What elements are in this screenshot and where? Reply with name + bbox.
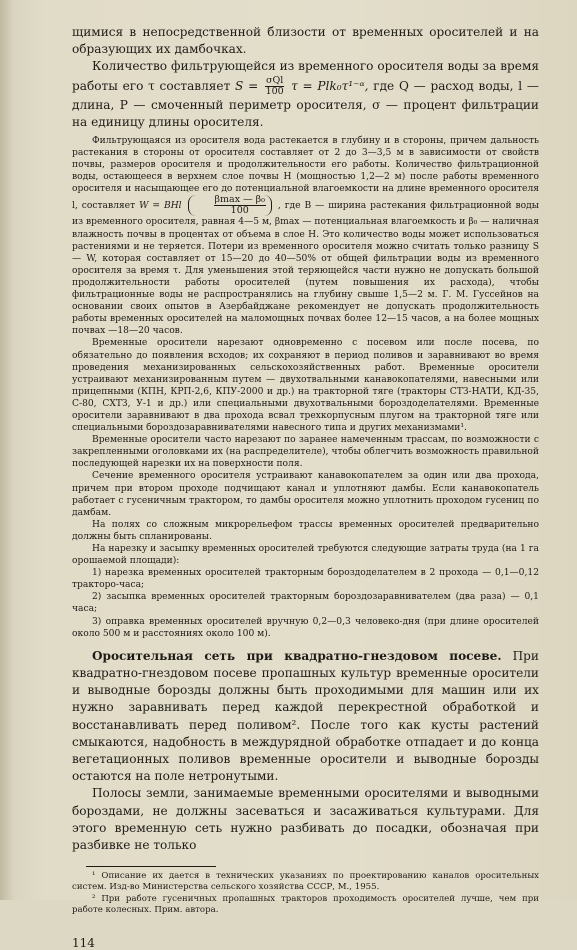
formula-w-lhs: W = BHl <box>139 201 182 212</box>
section-heading: Оросительная сеть при квадратно-гнездовом посеве. <box>92 648 502 663</box>
labor-item-3: 3) оправка временных оросителей вручную 0,2—0,3 человеко-дня (при длине оросителей около 500 м и расстояниях около 100 м). <box>72 616 539 639</box>
formula-s <box>235 74 373 97</box>
footnote-divider <box>86 866 216 867</box>
formula-s-rhs: τ = Plk₀τ¹⁻ᵅ, <box>291 78 369 93</box>
formula-after-text: где Q — расход воды, l — длина, P — смоченный периметр оросителя, σ — процент фильтрации на единицу длины оросителя. <box>72 78 539 129</box>
formula-w-fraction <box>214 195 266 216</box>
formula-w-numerator: βmax — β₀ <box>214 194 265 206</box>
filtration-formula-paragraph <box>72 58 539 131</box>
continued-paragraph: щимися в непосредственной близости от временных оросителей и на образующих их дамбочках. <box>72 25 539 57</box>
small-paragraph-cutting: Временные оросители нарезают одновременно с посевом или после посева, по обязательно до появления всходов; их сохраняют в период поливов и заравнивают во время проведения механизированных сельскохозяйственных работ. Временные оросители устраивают механизированным путем — двухотвальными канавокопателями, навесными или прицепными (КПН, КРП-2,6, КПУ-2000 и др.) на тракторной тяге (тракторы СТЗ-НАТИ, КД-35, С-80, СХТЗ, У-1 и др.) или специальными двухотвальными бороздоделателями. Временные оросители заравнивают в два прохода всвал трехкорпусным плугом на тракторной тяге или специальными бороздозаравнивателями навесного типа и других механизмами¹. <box>72 338 539 434</box>
small-paragraph-spread <box>72 135 539 337</box>
small-paragraph-section: Сечение временного оросителя устраивают канавокопателем за один или два прохода, причем при втором проходе подчищают канал и уплотняют дамбы. Если канавокопатель работает с гусеничным трактором, то дамбы оросителя можно уплотнить проходом гусениц по дамбам. <box>72 471 539 518</box>
spread-text: Фильтрующаяся из оросителя вода растекается в глубину и в стороны, причем дальность растекания в стороны от оросителя составляет от 2 до 3—3,5 м в зависимости от свойств почвы, размеров оросителя и продолжительности его работы. Количество фильтрационной воды, остающееся в верхнем слое почвы H (мощностью 1,2—2 м) после работы временного оросителя и насыщающее его до потенциальной влагоемкости на длине временного оросителя l, составляет <box>72 136 539 212</box>
formula-w <box>139 194 278 217</box>
square-nest-text: При квадратно-гнездовом посеве пропашных культур временные оросители и выводные борозды должны быть проходимыми для машин или их нужно заравнивать перед каждой перекрестной обработкой и восстанавливать перед поливом². После того как кусты растений смыкаются, надобность в междурядной обработке отпадает и до конца вегетационных поливов временные оросители и выводные борозды остаются на поле нетронутыми. <box>72 648 539 784</box>
spread-text-continued: растекания фильтрационной воды из временного оросителя, равная 4—5 м, βmax — потенциальная влагоемкость и β₀ — наличная влажность почвы в процентах от объема в слое H. Это количество воды может использоваться растениями и не теряется. Потери из временного оросителя можно считать только разницу S — W, которая составляет от 15—20 до 40—50% от общей фильтрации воды из временного оросителя за время τ. Для уменьшения этой теряющейся части нужно не допускать большой продолжительности работы оросителей (путем повышения их расхода), чтобы фильтрационные воды не распространялись на глубину свыше 1,5—2 м. Г. М. Гуссейнов на основании своих опытов в Азербайджане рекомендует не допускать продолжительность работы временных оросителей на маломощных почвах более 12—15 часов, а на более мощных почвах —18—20 часов. <box>72 201 539 337</box>
strips-paragraph: Полосы земли, занимаемые временными оросителями и выводными бороздами, не должны засеваться и засаживаться культурами. Для этого временную сеть нужно разбивать до посадки, обозначая при разбивке не только <box>72 786 539 852</box>
formula-w-parentheses <box>188 195 272 216</box>
formula-s-fraction <box>265 76 284 97</box>
square-nest-paragraph <box>72 648 539 786</box>
formula-intro-text: Количество фильтрующейся из временного оросителя воды за время работы его τ составляет <box>72 59 539 93</box>
page-number: 114 <box>72 936 95 950</box>
formula-w-after: , где B — ширина <box>277 201 367 212</box>
footnote-1: ¹ Описание их дается в технических указаниях по проектированию каналов оросительных систем. Изд-во Министерства сельского хозяйства СССР, М., 1955. <box>72 871 539 893</box>
small-paragraph-labor: На нарезку и засыпку временных оросителей требуются следующие затраты труда (на 1 га орошаемой площади): <box>72 544 539 567</box>
footnote-2: ² При работе гусеничных пропашных тракторов проходимость оросителей лучше, чем при работе колесных. Прим. автора. <box>72 893 539 915</box>
labor-item-2: 2) засыпка временных оросителей тракторным бороздозаравнивателем (два раза) — 0,1 часа; <box>72 592 539 615</box>
small-paragraph-microrelief: На полях со сложным микрорельефом трассы временных оросителей предварительно должны быть спланированы. <box>72 519 539 542</box>
formula-s-lhs: S = <box>235 78 259 93</box>
formula-s-denominator: 100 <box>265 85 284 97</box>
formula-w-denominator: 100 <box>230 205 249 217</box>
page-edge-shadow <box>0 0 14 900</box>
small-paragraph-routes: Временные оросители часто нарезают по заранее намеченным трассам, по возможности с закрепленными оголовками их (на распределителе), чтобы облегчить возможность правильной последующей нарезки их на поверхности поля. <box>72 435 539 470</box>
formula-s-numerator: σQl <box>265 74 284 86</box>
labor-item-1: 1) нарезка временных оросителей тракторным бороздоделателем в 2 прохода — 0,1—0,12 тракторо-часа; <box>72 568 539 591</box>
